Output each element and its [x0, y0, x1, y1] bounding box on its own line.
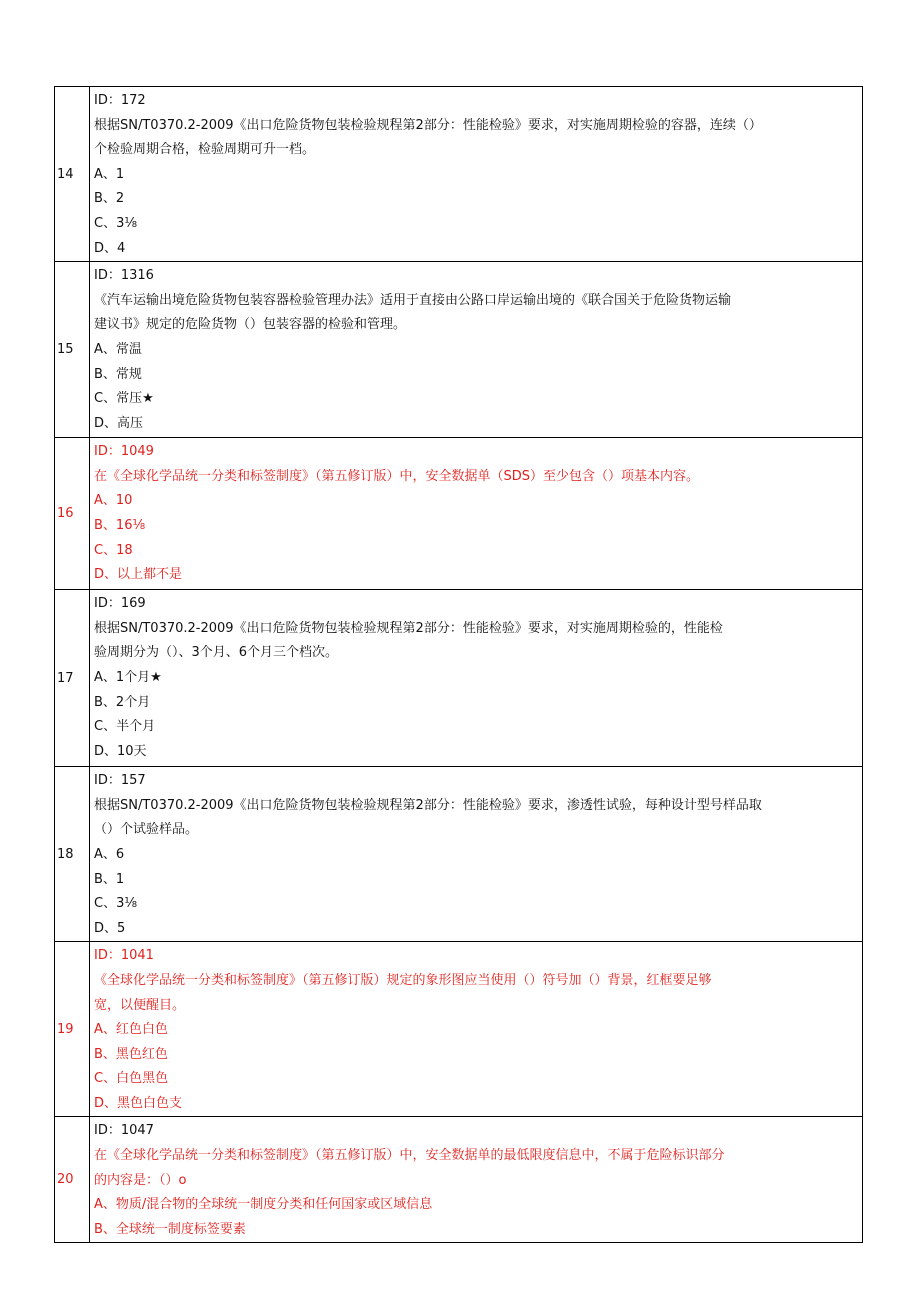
question-row — [55, 1117, 863, 1243]
question-text-line: 《汽车运输出境危险货物包装容器检验管理办法》适用于直接由公路口岸运输出境的《联合国关于危险货物运输 — [94, 292, 732, 308]
answer-option: B、16⅛ — [94, 517, 146, 533]
question-content — [90, 590, 863, 767]
answer-option: D、5 — [94, 920, 126, 936]
question-text-line: 《全球化学品统一分类和标签制度》（第五修订版）规定的象形图应当使用（）符号加（）背景，红框要足够 — [94, 972, 712, 988]
question-content — [90, 87, 863, 262]
question-table-body — [55, 87, 863, 1243]
question-number: 18 — [55, 767, 90, 942]
answer-option: A、红色白色 — [94, 1022, 168, 1038]
question-id: ID：1316 — [94, 268, 154, 284]
question-number: 15 — [55, 262, 90, 438]
answer-option: A、10 — [94, 493, 133, 509]
answer-option: C、半个月 — [94, 719, 156, 735]
answer-option: B、2 — [94, 191, 125, 207]
answer-option: C、白色黑色 — [94, 1071, 169, 1087]
question-id: ID：1041 — [94, 948, 154, 964]
question-row — [55, 590, 863, 767]
question-text-line: 宽，以便醒目。 — [94, 997, 186, 1013]
question-number: 16 — [55, 438, 90, 590]
answer-option: D、10天 — [94, 743, 147, 759]
answer-option: B、1 — [94, 871, 125, 887]
answer-option: C、3⅛ — [94, 896, 137, 912]
answer-option: A、常温 — [94, 341, 142, 357]
question-text-line: 个检验周期合格，检验周期可升一档。 — [94, 142, 316, 158]
question-row — [55, 438, 863, 590]
question-id: ID：157 — [94, 773, 146, 789]
question-id: ID：1047 — [94, 1123, 154, 1139]
question-number: 17 — [55, 590, 90, 767]
answer-option: D、4 — [94, 240, 126, 256]
answer-option: B、黑色红色 — [94, 1046, 168, 1062]
answer-option: A、6 — [94, 846, 125, 862]
answer-option: D、以上都不是 — [94, 567, 183, 583]
answer-option: D、黑色白色支 — [94, 1095, 183, 1111]
answer-option: B、2个月 — [94, 694, 151, 710]
answer-option: C、常压★ — [94, 391, 154, 407]
question-id: ID：172 — [94, 93, 146, 108]
question-row — [55, 87, 863, 262]
question-row — [55, 942, 863, 1117]
question-text-line: 建议书》规定的危险货物（）包装容器的检验和管理。 — [94, 317, 407, 333]
answer-option: A、1个月★ — [94, 669, 162, 685]
question-row — [55, 767, 863, 942]
question-text-line: 验周期分为（）、3个月、6个月三个档次。 — [94, 645, 339, 661]
answer-option: B、常规 — [94, 366, 142, 382]
question-id: ID：1049 — [94, 444, 154, 460]
answer-option: C、18 — [94, 542, 133, 558]
question-number: 20 — [55, 1117, 90, 1243]
question-content — [90, 438, 863, 590]
question-text-line: 根据SN/T0370.2-2009《出口危险货物包装检验规程第2部分：性能检验》要求，对实施周期检验的容器，连续（） — [94, 117, 762, 133]
question-id: ID：169 — [94, 596, 146, 612]
question-text-line: （）个试验样品。 — [94, 822, 199, 838]
question-number: 19 — [55, 942, 90, 1117]
question-row — [55, 262, 863, 438]
question-text-line: 根据SN/T0370.2-2009《出口危险货物包装检验规程第2部分：性能检验》要求，对实施周期检验的，性能检 — [94, 620, 723, 636]
question-text-line: 在《全球化学品统一分类和标签制度》（第五修订版）中，安全数据单（SDS）至少包含（）项基本内容。 — [94, 468, 700, 484]
question-text-line: 的内容是：（）o — [94, 1172, 187, 1188]
question-content — [90, 1117, 863, 1243]
answer-option: A、物质/混合物的全球统一制度分类和任何国家或区域信息 — [94, 1197, 433, 1213]
question-content — [90, 942, 863, 1117]
question-number: 14 — [55, 87, 90, 262]
answer-option: D、高压 — [94, 415, 144, 431]
question-content — [90, 262, 863, 438]
question-content — [90, 767, 863, 942]
answer-option: A、1 — [94, 166, 125, 182]
answer-option: C、3⅛ — [94, 215, 137, 231]
question-text-line: 在《全球化学品统一分类和标签制度》（第五修订版）中，安全数据单的最低限度信息中，不属于危险标识部分 — [94, 1148, 725, 1164]
answer-option: B、全球统一制度标签要素 — [94, 1221, 246, 1237]
question-text-line: 根据SN/T0370.2-2009《出口危险货物包装检验规程第2部分：性能检验》要求，渗透性试验，每种设计型号样品取 — [94, 797, 762, 813]
question-table — [54, 86, 863, 1243]
